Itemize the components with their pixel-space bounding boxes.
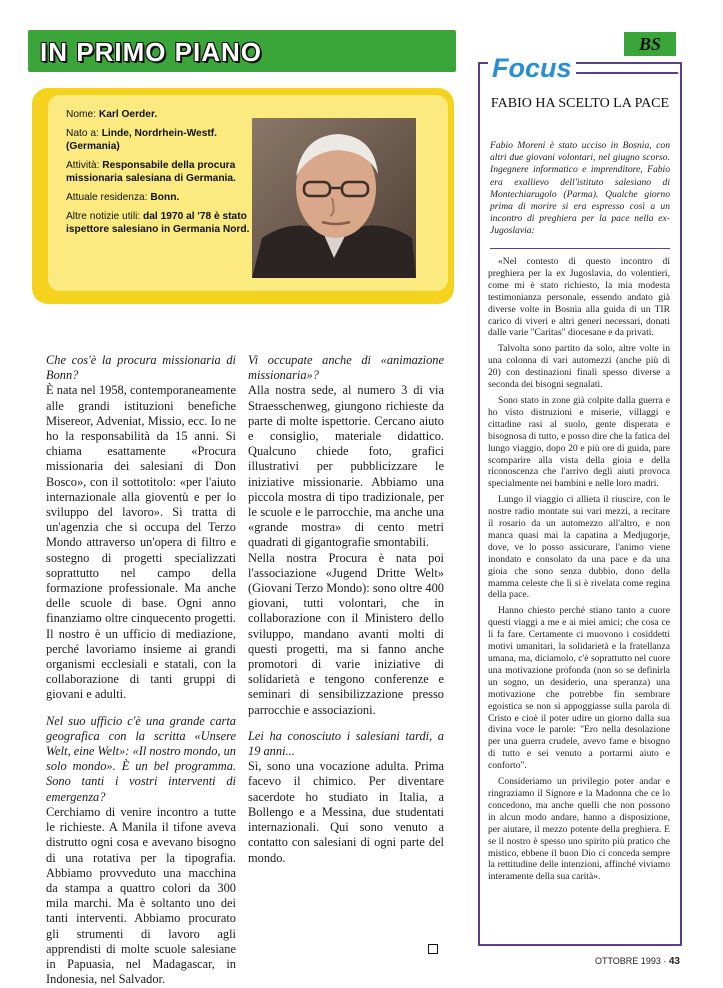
profile-name-label: Nome: bbox=[66, 109, 97, 120]
focus-paragraph-2: Talvolta sono partito da solo, altre volte in una colonna di vari automezzi (anche più di 20) con destinazioni finali spesso diverse a seconda dei bisogni segnalati. bbox=[488, 343, 670, 391]
focus-paragraph-1: «Nel contesto di questo incontro di preghiera per la ex Jugoslavia, do volentieri, come mi è stato richiesto, la mia modesta testimonianza personale, essendo andato già diverse volte in Bosnia alla guida di un TIR carico di viveri e altri generi necessari, donati dalle varie "Caritas" diocesane e da privati. bbox=[488, 256, 670, 339]
profile-birthplace-label: Nato a: bbox=[66, 128, 99, 139]
interview-answer-4: Sì, sono una vocazione adulta. Prima facevo il chimico. Per diventare sacerdote ho studiato in Italia, a Bollengo e a Messina, due studentati internazionali. Qui sono venuto a contatto con salesiani di ogni parte del mondo. bbox=[248, 759, 444, 865]
profile-name bbox=[66, 108, 252, 121]
profile-other-value: dal 1970 al '78 è stato ispettore salesiano in Germania Nord. bbox=[66, 211, 250, 235]
interview-question-4: Lei ha conosciuto i salesiani tardi, a 19 anni... bbox=[248, 728, 444, 759]
profile-residence-label: Attuale residenza: bbox=[66, 192, 148, 203]
profile-residence-value: Bonn. bbox=[150, 192, 180, 203]
focus-paragraph-4: Lungo il viaggio ci allieta il riuscire, con le nostre radio montate sui vari mezzi, a recitare il rosario da un automezzo all'altro, e non manca quasi mai la capatina a Medjugorje, dove, ve lo posso assicurare, l'animo viene inondato e consolato da una pace e da una gioia che sono senza dubbio, dono della mamma celeste che lì si è rivelata come regina della pace. bbox=[488, 494, 670, 601]
issue-date: OTTOBRE 1993 bbox=[594, 956, 661, 966]
interview-question-1: Che cos'è la procura missionaria di Bonn? bbox=[46, 353, 236, 383]
interview-answer-1: È nata nel 1958, contemporaneamente alle grandi istituzioni benefiche Misereor, Adveniat, Missio, ecc. Io ne ho la responsabilità da 15 anni. Si chiama esattamente «Procura missionaria dei salesiani di Don Bosco», con il sottotitolo: «per l'aiuto internazionale alla gioventù e per lo sviluppo del lavoro». Si tratta di un'agenzia che si occupa del Terzo Mondo attraverso un'opera di filtro e sostegno di progetti specializzati soprattutto nel campo della formazione professionale. Ma anche delle scuole di base. Ogni anno finanziamo oltre cinquecento progetti. Il nostro è un ufficio di mediazione, perché lavoriamo insieme ai grandi organismi ecclesiali e statali, con la collaborazione di tanti gruppi di giovani e adulti. bbox=[46, 383, 236, 702]
profile-fields bbox=[66, 108, 252, 242]
portrait-illustration bbox=[252, 118, 416, 278]
profile-birthplace bbox=[66, 127, 252, 153]
profile-birthplace-value: Linde, Nordrhein-Westf. (Germania) bbox=[66, 128, 217, 152]
interview-question-3: Vi occupate anche di «animazione missionaria»? bbox=[248, 353, 444, 383]
focus-heading: FABIO HA SCELTO LA PACE bbox=[490, 96, 670, 111]
page-number: 43 bbox=[668, 956, 680, 967]
page-footer bbox=[540, 956, 680, 967]
interview-answer-2: Cerchiamo di venire incontro a tutte le richieste. A Manila il tifone aveva distrutto ogni cosa e avevano bisogno di una rotativa per la tipografia. Abbiamo provveduto una macchina da stampa a quattro colori da 300 mila marchi. Ma è soltanto uno dei tanti interventi. Abbiamo procurato gli strumenti di lavoro agli apprendisti di molte scuole salesiane in Papuasia, nel Madagascar, in Indonesia, nel Salvador. bbox=[46, 804, 236, 987]
focus-paragraph-3: Sono stato in zone già colpite dalla guerra e ho visto distruzioni e miserie, villaggi e cittadine rasi al suolo, gente disperata e bisognosa di tutto, e posso dire che la fatica del lungo viaggio, dopo 20 e più ore di guida, pare scomparire alla vista della gioia e della riconoscenza che l'arrivo degli aiuti provoca specialmente nei bambini e nelle loro madri. bbox=[488, 394, 670, 490]
interview-question-2: Nel suo ufficio c'è una grande carta geografica con la scritta «Unsere Welt, eine Welt»: «Il nostro mondo, un solo mondo». È un bel programma. Sono tanti i vostri interventi di emergenza? bbox=[46, 713, 236, 804]
focus-paragraph-6: Consideriamo un privilegio poter andar e ringraziamo il Signore e la Madonna che ce lo concedono, ma anche quelli che non possono in alcun modo andare, hanno a disposizione, per aiutare, il mezzo potente della preghiera. E se il nostro è spesso uno spirito più pratico che mistico, ebbene il buon Dio ci conceda sempre la rettitudine delle intenzioni, affinché viviamo interamente della sua carità». bbox=[488, 776, 670, 883]
focus-divider bbox=[490, 248, 670, 249]
article-column-2 bbox=[248, 353, 444, 866]
article-column-1 bbox=[46, 353, 236, 987]
profile-other bbox=[66, 210, 252, 236]
profile-activity bbox=[66, 159, 252, 185]
profile-residence bbox=[66, 191, 252, 204]
focus-intro: Fabio Moreni è stato ucciso in Bosnia, con altri due giovani volontari, nel giugno scorso. Ingegnere informatico e imprenditore, Fabio era exallievo dell'istituto salesiano di Montechiarugolo (Parma). Qualche giorno prima di morire si era espresso così a un incontro di preghiera per la pace nella ex-Jugoslavia: bbox=[490, 140, 670, 237]
portrait-photo bbox=[252, 118, 416, 278]
footer-separator: · bbox=[663, 956, 667, 966]
interview-answer-3: Alla nostra sede, al numero 3 di via Straesschenweg, giungono richieste da parte di molte ispettorie. Cercano aiuto e consiglio, materiale didattico. Qualcuno chiede foto, grafici illustrativi per pubblicizzare le iniziative missionarie. Abbiamo una piccola mostra di tipo tradizionale, per le scuole e le parrocchie, ma anche una «grande mostra» di cento metri quadrati di gigantografie smontabili. bbox=[248, 383, 444, 550]
profile-name-value: Karl Oerder. bbox=[98, 109, 158, 120]
profile-activity-value: Responsabile della procura missionaria salesiana di Germania. bbox=[66, 160, 236, 184]
article-end-mark-icon bbox=[428, 944, 438, 954]
focus-title-rule bbox=[572, 72, 678, 74]
profile-other-label: Altre notizie utili: bbox=[66, 211, 141, 222]
magazine-tag: BS bbox=[638, 34, 662, 54]
focus-body bbox=[488, 256, 670, 887]
section-title: IN PRIMO PIANO bbox=[40, 37, 263, 67]
interview-answer-3-continued: Nella nostra Procura è nata poi l'associazione «Jugend Dritte Welt» (Giovani Terzo Mondo): sono oltre 400 giovani, tutti volontari, che in collaborazione con il Ministero dello sviluppo, mandano avanti molti di questi progetti, ma si fanno anche promotori di varie iniziative di solidarietà e tengono conferenze e seminari di sensibilizzazione presso parrocchie e associazioni. bbox=[248, 550, 444, 717]
focus-title: Focus bbox=[488, 53, 576, 83]
profile-activity-label: Attività: bbox=[66, 160, 100, 171]
focus-paragraph-5: Hanno chiesto perché stiano tanto a cuore questi viaggi a me e ai miei amici; che cosa ce li fa fare. Certamente ci muovono i cosiddetti motivi umanitari, la solidarietà e la fratellanza umana, ma, diciamolo, c'è soprattutto nel cuore una motivazione profonda (non so se definirla un sogno, un desiderio, una speranza) una motivazione che potrebbe fin sembrare egoistica se non si appoggiasse sulla parola di Cristo e cioè il poter udire un giorno dalla sua divina voce le parole: "Ero nella desolazione per una guerra crudele, avevo fame e bisogno di tutto e sei venuto a portarmi aiuto e conforto". bbox=[488, 605, 670, 772]
